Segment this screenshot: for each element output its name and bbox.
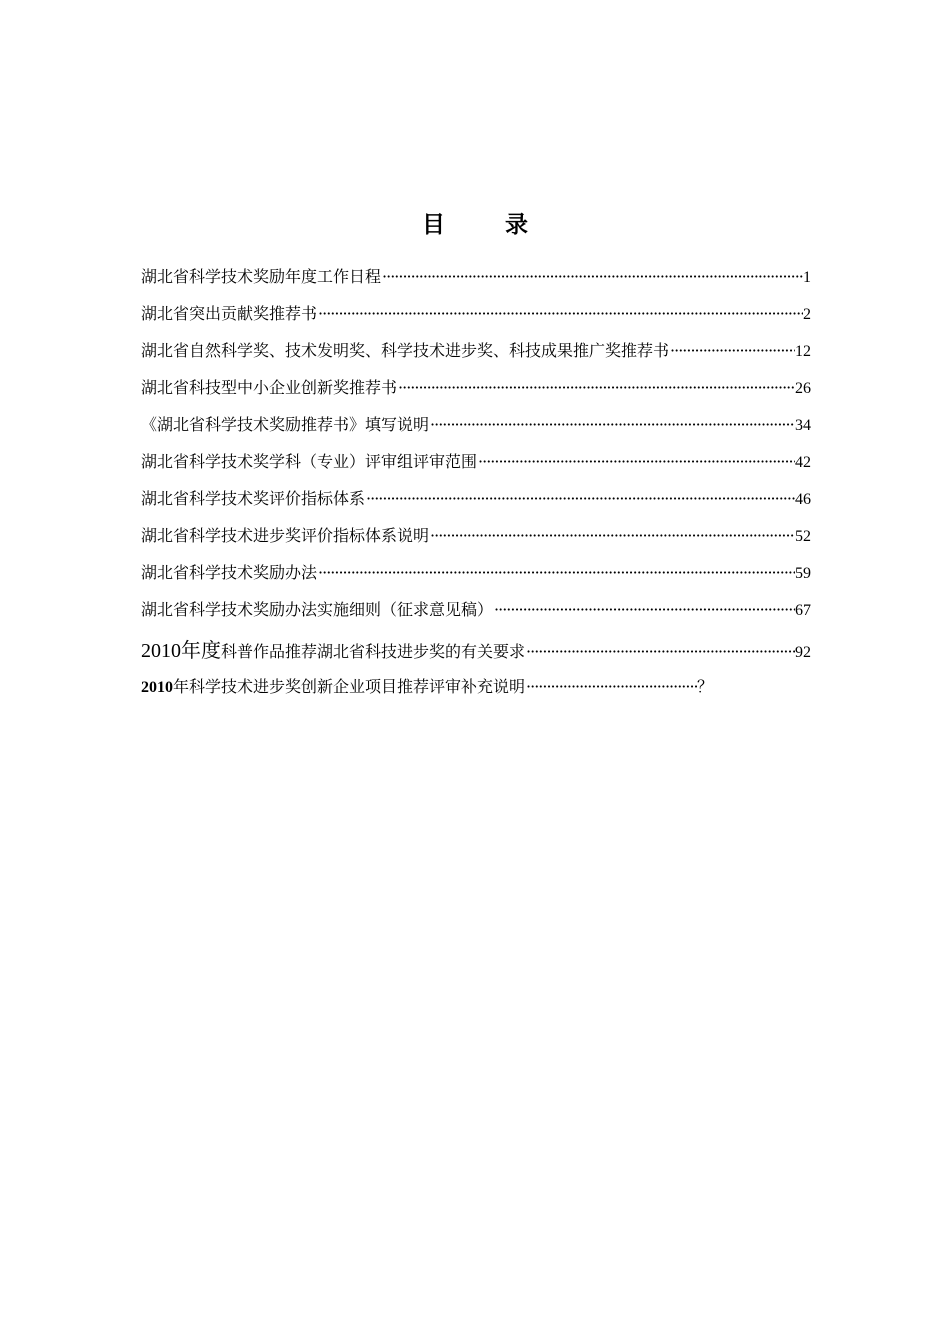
- toc-entry-page: 12: [795, 343, 811, 360]
- dot-leader: [525, 677, 697, 696]
- toc-entry-title: 年科学技术进步奖创新企业项目推荐评审补充说明: [173, 677, 526, 696]
- toc-entry-title: 湖北省自然科学奖、技术发明奖、科学技术进步奖、科技成果推广奖推荐书: [141, 341, 670, 360]
- toc-entry[interactable]: [141, 412, 811, 449]
- dot-leader: [493, 600, 795, 619]
- toc-entry-title: 湖北省科学技术奖励办法: [141, 563, 318, 582]
- dot-leader: [381, 267, 803, 286]
- table-of-contents: [141, 264, 811, 711]
- toc-entry[interactable]: [141, 597, 811, 634]
- toc-entry-title: 《湖北省科学技术奖励推荐书》填写说明: [141, 415, 430, 434]
- toc-entry-title: 湖北省科技型中小企业创新奖推荐书: [141, 378, 398, 397]
- toc-entry[interactable]: [141, 264, 811, 301]
- toc-entry-page: 1: [803, 269, 811, 286]
- toc-entry[interactable]: [141, 301, 811, 338]
- dot-leader: [429, 415, 795, 434]
- toc-entry[interactable]: [141, 634, 811, 674]
- toc-entry-page: 42: [795, 454, 811, 471]
- toc-entry-year: 2010年度: [141, 640, 221, 662]
- toc-entry-page: 52: [795, 528, 811, 545]
- toc-entry-title: 湖北省科学技术进步奖评价指标体系说明: [141, 526, 430, 545]
- toc-entry-page: 26: [795, 380, 811, 397]
- toc-entry-title: 湖北省科学技术奖学科（专业）评审组评审范围: [141, 452, 478, 471]
- toc-entry-page: 92: [795, 644, 811, 661]
- toc-title: 目 录: [421, 212, 554, 238]
- toc-entry[interactable]: [141, 338, 811, 375]
- toc-entry-year: 2010: [141, 679, 173, 696]
- toc-entry[interactable]: [141, 486, 811, 523]
- toc-entry-title: 湖北省科学技术奖励办法实施细则（征求意见稿）: [141, 600, 494, 619]
- toc-entry[interactable]: [141, 449, 811, 486]
- dot-leader: [429, 526, 795, 545]
- toc-entry-page: ？: [697, 679, 714, 696]
- dot-leader: [317, 563, 795, 582]
- dot-leader: [525, 642, 795, 661]
- toc-entry[interactable]: [141, 674, 811, 711]
- toc-entry-page: 59: [795, 565, 811, 582]
- dot-leader: [365, 489, 795, 508]
- toc-entry[interactable]: [141, 375, 811, 412]
- toc-entry-page: 67: [795, 602, 811, 619]
- toc-entry-page: 46: [795, 491, 811, 508]
- toc-entry-title: 科普作品推荐湖北省科技进步奖的有关要求: [221, 642, 526, 661]
- toc-entry-page: 2: [803, 306, 811, 323]
- toc-entry-page: 34: [795, 417, 811, 434]
- dot-leader: [397, 378, 795, 397]
- dot-leader: [477, 452, 795, 471]
- toc-entry[interactable]: [141, 560, 811, 597]
- dot-leader: [669, 341, 795, 360]
- toc-entry-title: 湖北省突出贡献奖推荐书: [141, 304, 318, 323]
- toc-entry[interactable]: [141, 523, 811, 560]
- toc-entry-title: 湖北省科学技术奖励年度工作日程: [141, 267, 382, 286]
- toc-entry-title: 湖北省科学技术奖评价指标体系: [141, 489, 366, 508]
- dot-leader: [317, 304, 803, 323]
